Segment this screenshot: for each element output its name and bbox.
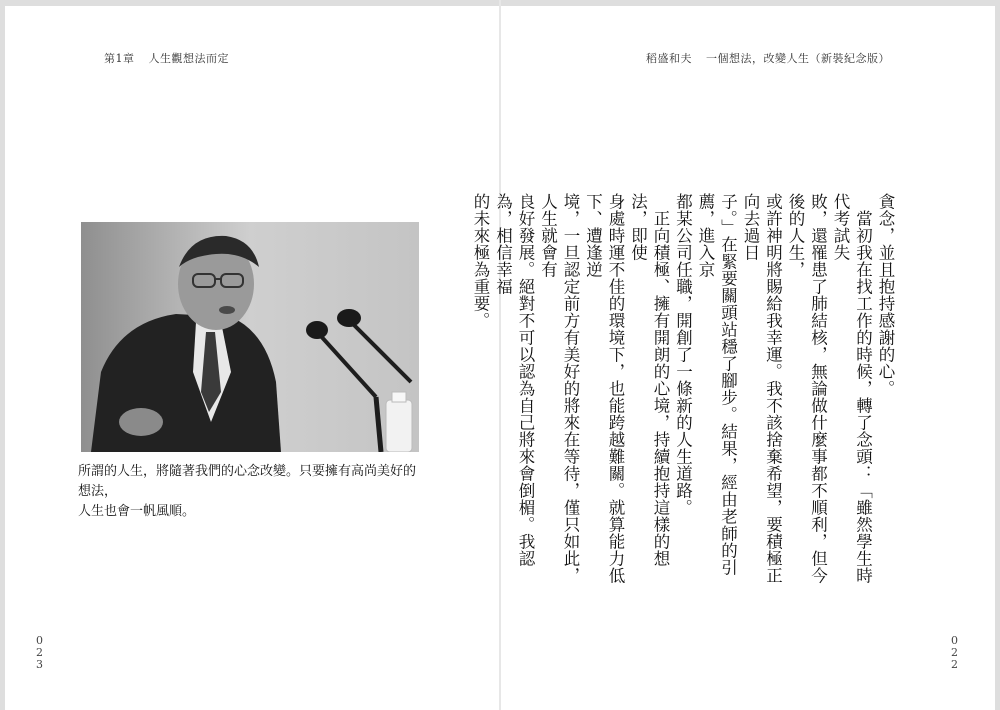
speaker-photo bbox=[81, 222, 419, 452]
body-column: 境，一旦認定前方有美好的將來在等待，僅只如此，人生就會有 bbox=[538, 193, 580, 584]
body-column: 貪念，並且抱持感謝的心。 bbox=[876, 193, 895, 397]
body-column: 或許神明將賜給我幸運。我不該捨棄希望，要積極正向去過日 bbox=[741, 193, 783, 584]
page-number-digit: 0 bbox=[36, 634, 43, 647]
book-title: 一個想法，改變人生（新裝紀念版） bbox=[706, 52, 890, 65]
author-name: 稻盛和夫 bbox=[646, 52, 692, 65]
page-number-digit: 0 bbox=[951, 634, 958, 647]
caption-line-1: 所謂的人生，將隨著我們的心念改變。只要擁有高尚美好的想法， bbox=[78, 464, 417, 499]
body-text bbox=[469, 193, 897, 593]
body-column: 良好發展。絕對不可以認為自己將來會倒楣。我認為，相信幸福 bbox=[493, 193, 535, 567]
page-edge-right bbox=[995, 0, 1000, 710]
page-number-left bbox=[36, 635, 43, 671]
page-number-digit: 3 bbox=[36, 658, 43, 671]
body-column: 都某公司任職，開創了一條新的人生道路。 bbox=[673, 193, 693, 516]
running-header-left bbox=[104, 50, 229, 66]
page-number-digit: 2 bbox=[36, 646, 43, 659]
page-number-right bbox=[951, 635, 958, 671]
page-number-digit: 2 bbox=[951, 646, 958, 659]
caption-line-2: 人生也會一帆風順。 bbox=[78, 504, 196, 519]
body-column: 敗，還罹患了肺結核，無論做什麼事都不順利，但今後的人生， bbox=[786, 193, 828, 584]
page-edge-left bbox=[0, 0, 5, 710]
body-column: 子。」在緊要關頭站穩了腳步。結果，經由老師的引薦，進入京 bbox=[696, 193, 738, 576]
running-header-right bbox=[646, 50, 890, 66]
speaker-photo-illustration bbox=[81, 222, 419, 452]
body-column: 正向積極、擁有開朗的心境，持續抱持這樣的想法，即使 bbox=[628, 193, 670, 567]
body-column: 身處時運不佳的環境下，也能跨越難關。就算能力低下、遭逢逆 bbox=[583, 193, 625, 584]
body-column: 當初我在找工作的時候，轉了念頭：「雖然學生時代考試失 bbox=[831, 193, 873, 584]
body-column: 的未來極為重要。 bbox=[471, 193, 490, 329]
page-number-digit: 2 bbox=[951, 658, 958, 671]
photo-caption bbox=[78, 462, 428, 522]
chapter-number: 第1章 bbox=[104, 52, 135, 65]
chapter-title: 人生觀想法而定 bbox=[148, 52, 229, 65]
